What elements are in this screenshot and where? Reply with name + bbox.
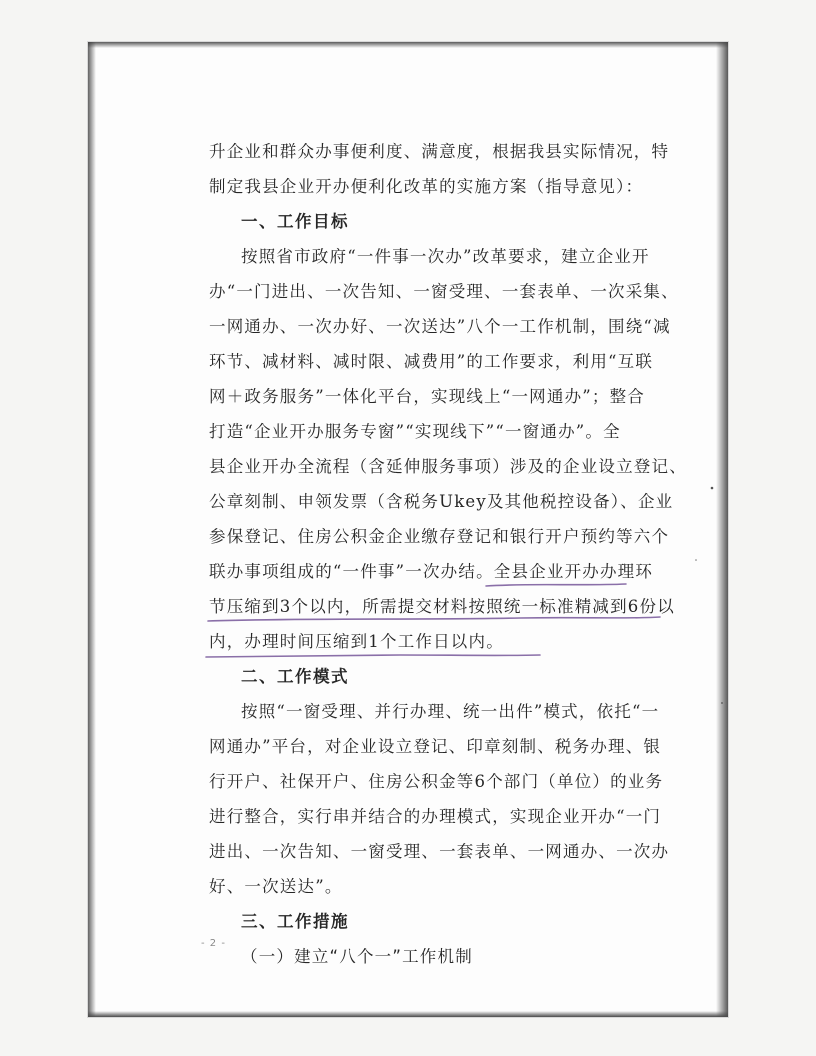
paragraph-line: 进出、一次告知、一窗受理、一套表单、一网通办、一次办 bbox=[209, 842, 670, 861]
paragraph-line: 制定我县企业开办便利化改革的实施方案（指导意见）： bbox=[209, 177, 644, 196]
paragraph-line: 好、一次送达”。 bbox=[209, 877, 343, 896]
section-heading-mode: 二、工作模式 bbox=[241, 667, 349, 686]
paragraph-line: 按照“一窗受理、并行办理、统一出件”模式，依托“一 bbox=[241, 702, 660, 721]
paragraph-line: 公章刻制、申领发票（含税务Ukey及其他税控设备）、企业 bbox=[209, 492, 674, 511]
paragraph-line: 参保登记、住房公积金企业缴存登记和银行开户预约等六个 bbox=[209, 527, 670, 546]
paragraph-line: 环节、减材料、减时限、减费用”的工作要求，利用“互联 bbox=[209, 352, 654, 371]
speck bbox=[695, 559, 697, 561]
paragraph-line: 联办事项组成的“一件事”一次办结。全县企业开办办理环 bbox=[209, 562, 654, 581]
paragraph-line: 网＋政务服务”一体化平台，实现线上“一网通办”；整合 bbox=[209, 387, 646, 406]
paragraph-line: 办“一门进出、一次告知、一窗受理、一套表单、一次采集、 bbox=[209, 282, 679, 301]
page-number: - 2 - bbox=[201, 938, 226, 949]
paragraph-line-underlined: 内，办理时间压缩到1个工作日以内。 bbox=[209, 632, 504, 651]
paragraph-line: 一网通办、一次办好、一次送达”八个一工作机制，围绕“减 bbox=[209, 317, 671, 336]
paragraph-line: 县企业开办全流程（含延伸服务事项）涉及的企业设立登记、 bbox=[209, 457, 687, 476]
speck bbox=[711, 487, 714, 490]
paragraph-line: 打造“企业开办服务专窗”“实现线下”“一窗通办”。全 bbox=[209, 422, 621, 441]
section-heading-goals: 一、工作目标 bbox=[241, 212, 349, 231]
speck bbox=[721, 702, 723, 704]
paragraph-line: 升企业和群众办事便利度、满意度，根据我县实际情况，特 bbox=[209, 142, 670, 161]
paragraph-line: 按照省市政府“一件事一次办”改革要求，建立企业开 bbox=[241, 247, 650, 266]
paragraph-line: 网通办”平台，对企业设立登记、印章刻制、税务办理、银 bbox=[209, 737, 662, 756]
section-heading-measures: 三、工作措施 bbox=[241, 912, 349, 931]
paragraph-line: 进行整合，实行串并结合的办理模式，实现企业开办“一门 bbox=[209, 807, 662, 826]
subsection-heading: （一）建立“八个一”工作机制 bbox=[241, 947, 473, 966]
paragraph-line: 行开户、社保开户、住房公积金等6个部门（单位）的业务 bbox=[209, 772, 664, 791]
paragraph-line-underlined: 节压缩到3个以内，所需提交材料按照统一标准精减到6份以 bbox=[209, 597, 675, 616]
